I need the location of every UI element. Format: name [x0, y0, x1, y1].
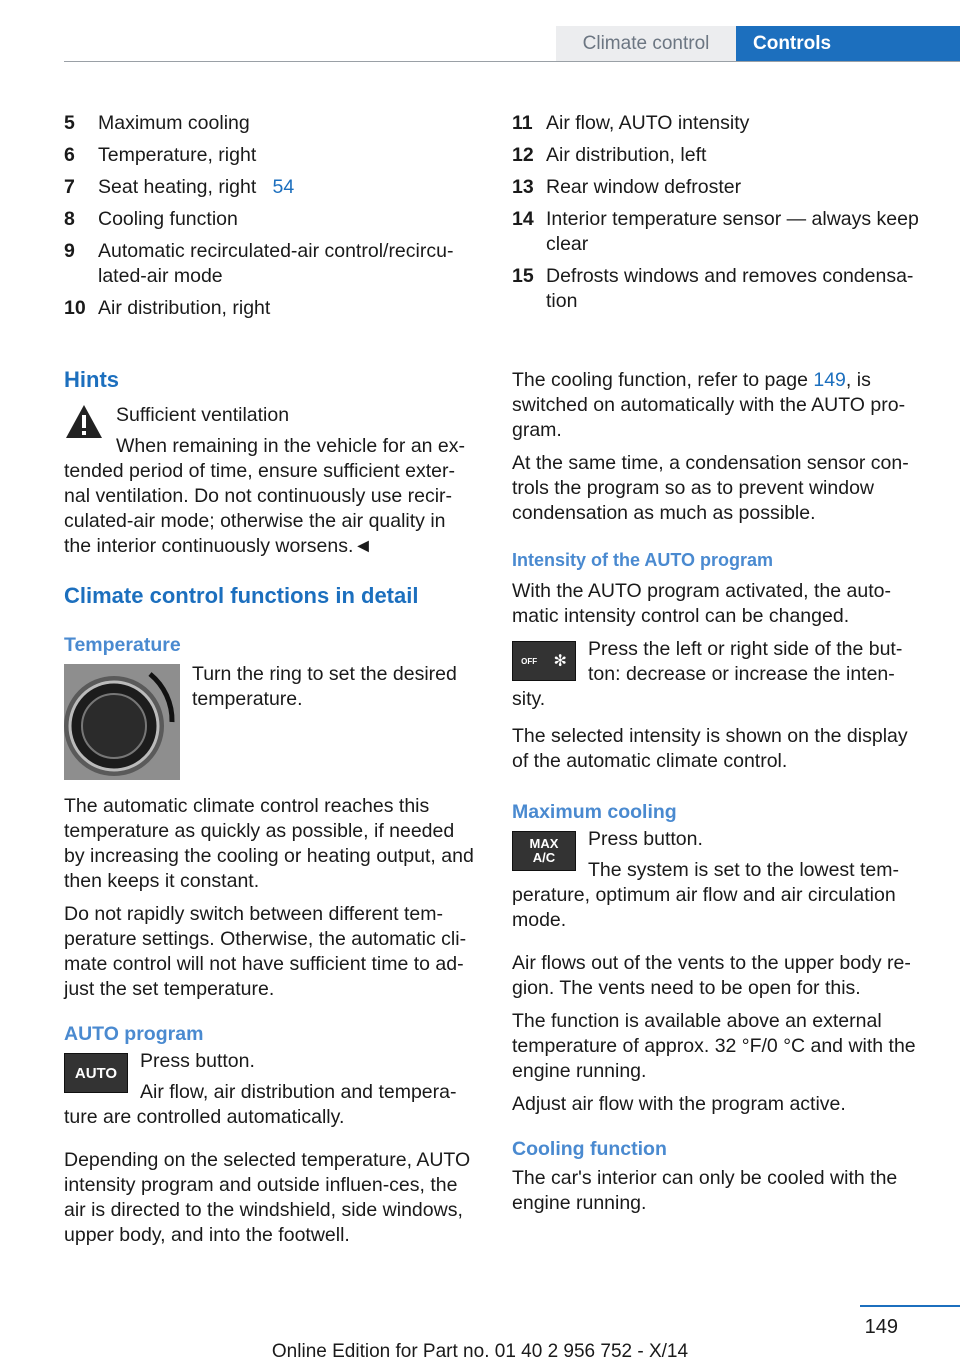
temperature-heading: Temperature: [64, 634, 181, 656]
max-cooling-press-text: Press button.: [588, 828, 703, 850]
intensity-text: With the AUTO program activated, the auto-matic intensity control can be changed.: [512, 580, 891, 627]
list-item-number: 15: [512, 265, 534, 287]
list-item-number: 11: [512, 112, 533, 134]
intensity-heading: Intensity of the AUTO program: [512, 550, 774, 570]
condensation-paragraph: At the same time, a condensation sensor con-trols the program so as to prevent window condensation as much as possible.: [512, 452, 909, 524]
list-item: [64, 175, 484, 200]
list-item-text: Automatic recirculated-air control/recircu-lated-air mode: [98, 240, 454, 287]
max-label: MAX: [529, 836, 559, 851]
list-item-number: 14: [512, 208, 534, 230]
cooling-function-text: The car's interior can only be cooled with the engine running.: [512, 1167, 898, 1214]
intensity-press-text: Press the left or right side of the but-ton: decrease or increase the inten-sity.: [512, 638, 903, 710]
auto-paragraph-1: Depending on the selected temperature, AUTO intensity program and outside influen-ces, the air is directed to the windshield, side windows, upper body, and into the footwell.: [64, 1149, 471, 1246]
warning-text: When remaining in the vehicle for an ex-tended period of time, ensure sufficient exter-nal ventilation. Do not continuously use recir-culated-air mode; otherwise the air quality in the interior continuously worsens.◄: [64, 435, 466, 557]
legend-list-right: [512, 111, 932, 314]
list-item: [512, 175, 932, 200]
cooling-function-heading: Cooling function: [512, 1138, 667, 1160]
ac-label: A/C: [532, 850, 556, 865]
list-item: [512, 143, 932, 168]
list-item-text: Interior temperature sensor — always keep clear: [546, 208, 919, 255]
list-item-number: 8: [64, 208, 75, 230]
page-reference-link[interactable]: 149: [813, 369, 846, 391]
warning-title: Sufficient ventilation: [116, 404, 290, 426]
list-item-text: Air flow, AUTO intensity: [546, 112, 750, 134]
warning-triangle-icon: [64, 403, 104, 441]
list-item-text: Air distribution, right: [98, 297, 271, 319]
off-label: OFF: [521, 656, 538, 666]
intensity-shown-text: The selected intensity is shown on the display of the automatic climate control.: [512, 725, 908, 772]
list-item: [64, 143, 484, 168]
list-item-number: 7: [64, 176, 75, 198]
page-number: 149: [864, 1316, 898, 1338]
left-column: [64, 367, 478, 1248]
auto-program-heading: AUTO program: [64, 1023, 204, 1045]
auto-press-text: Press button.: [140, 1050, 255, 1072]
list-item-number: 6: [64, 144, 75, 166]
cooling-ref-text: The cooling function, refer to page: [512, 369, 814, 391]
hints-heading: Hints: [64, 367, 119, 392]
list-item-number: 5: [64, 112, 75, 134]
list-item-number: 12: [512, 144, 534, 166]
functions-heading: Climate control functions in detail: [64, 583, 419, 608]
footer-rule: [860, 1305, 960, 1307]
intensity-button-image: [512, 641, 576, 681]
max-ac-button-image: [512, 831, 576, 871]
list-item-text: Rear window defroster: [546, 176, 742, 198]
list-item-text: Defrosts windows and removes condensa-tion: [546, 265, 914, 312]
max-cooling-description: The system is set to the lowest tem-perature, optimum air flow and air circulation mode.: [512, 859, 900, 931]
list-item-text: Temperature, right: [98, 144, 257, 166]
list-item: [64, 239, 484, 289]
cooling-ref-text-end: , is switched on automatically with the AUTO pro-gram.: [512, 369, 906, 441]
list-item: [64, 111, 484, 136]
list-item: [512, 207, 932, 257]
auto-description: Air flow, air distribution and tempera-ture are controlled automatically.: [64, 1081, 457, 1128]
right-column: [512, 368, 926, 1216]
list-item-text: Seat heating, right: [98, 176, 257, 198]
page-reference-link[interactable]: 54: [272, 176, 295, 198]
list-item-number: 9: [64, 240, 75, 262]
list-item-text: Maximum cooling: [98, 112, 250, 134]
header-rule: [64, 61, 960, 62]
max-cooling-paragraph-1: Air flows out of the vents to the upper body re-gion. The vents need to be open for this.: [512, 952, 911, 999]
fan-icon: ✻: [553, 652, 567, 670]
auto-button-image: AUTO: [64, 1053, 128, 1093]
temperature-paragraph-1: The automatic climate control reaches this temperature as quickly as possible, if needed by increasing the cooling or heating output, and then keeps it constant.: [64, 795, 474, 892]
header-section-tab: Climate control: [556, 26, 736, 61]
edition-footer: Online Edition for Part no. 01 40 2 956 752 - X/14: [271, 1341, 689, 1362]
header-chapter-tab: Controls: [736, 26, 960, 61]
list-item-text: Air distribution, left: [546, 144, 707, 166]
max-cooling-paragraph-2: The function is available above an external temperature of approx. 32 °F/0 °C and with the engine running.: [512, 1010, 916, 1082]
list-item-number: 10: [64, 297, 86, 319]
max-cooling-paragraph-3: Adjust air flow with the program active.: [512, 1093, 846, 1115]
list-item-text: Cooling function: [98, 208, 238, 230]
temperature-intro: Turn the ring to set the desired temperature.: [192, 663, 457, 710]
max-cooling-heading: Maximum cooling: [512, 801, 677, 823]
temperature-paragraph-2: Do not rapidly switch between different tem-perature settings. Otherwise, the automatic cli-mate control will not have sufficient time to ad-just the set temperature.: [64, 903, 467, 1000]
temperature-ring-image: [64, 664, 180, 780]
list-item: [64, 296, 484, 321]
list-item: [512, 111, 932, 136]
list-item: [64, 207, 484, 232]
cooling-reference-paragraph: [512, 368, 926, 443]
list-item-number: 13: [512, 176, 534, 198]
legend-list-left: [64, 111, 484, 321]
list-item: [512, 264, 932, 314]
